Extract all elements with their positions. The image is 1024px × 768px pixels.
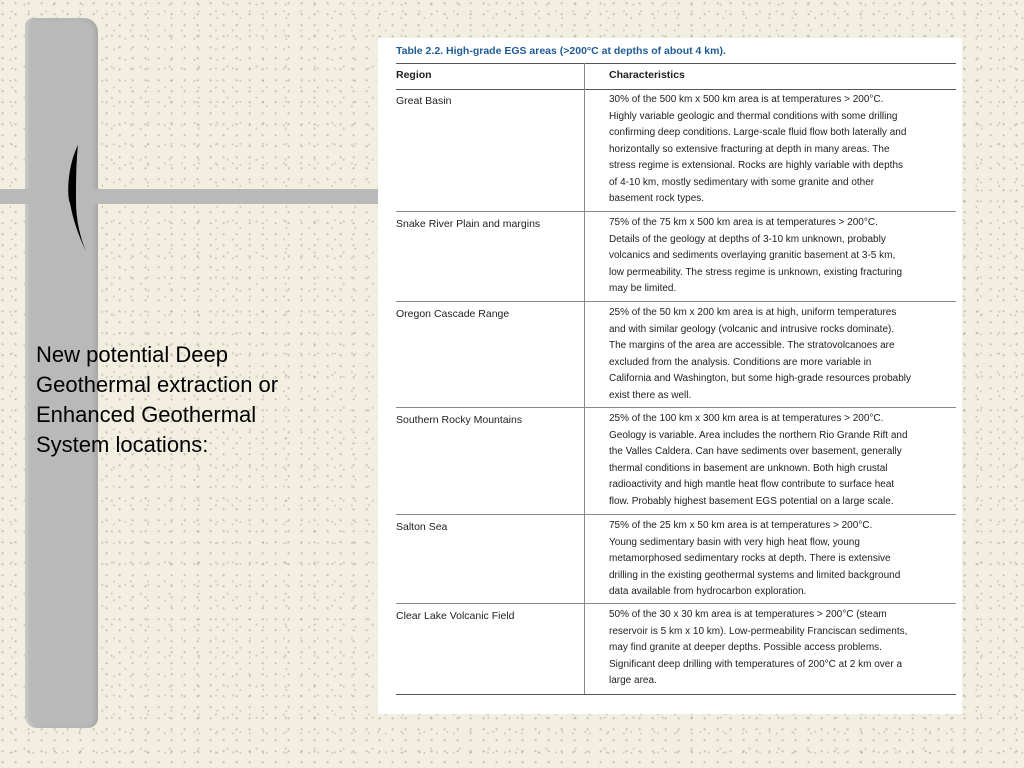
decorative-horizontal-bar — [0, 189, 378, 204]
characteristics-cell: 75% of the 75 km x 500 km area is at temperatures > 200°C. Details of the geology at depths of 3-10 km unknown, probably volcanics and sediments overlaying granitic basement at 3-5 km, low permeability. The stress regime is unknown, existing fracturing may be limited. — [609, 217, 903, 294]
characteristics-cell: 30% of the 500 km x 500 km area is at temperatures > 200°C. Highly variable geologic and thermal conditions with some drilling confirming deep conditions. Large-scale fluid flow both laterally and horizontally so extensive fracturing at depth in many areas. The stress regime is extensional. Rocks are highly variable with depths of 4-10 km, mostly sedimentary with some granite and other basement rock types. — [609, 94, 907, 204]
slide-body-text — [36, 340, 356, 460]
table-row — [396, 407, 956, 515]
region-cell: Salton Sea — [396, 521, 448, 533]
table-row — [396, 88, 956, 212]
characteristics-cell: 25% of the 100 km x 300 km area is at temperatures > 200°C. Geology is variable. Area includes the northern Rio Grande Rift and the Valles Caldera. Can have sediments over basement, generally thermal conditions in basement are unknown. Both high crustal radioactivity and high mantle heat flow contribute to surface heat flow. Probably highest basement EGS potential on a large scale. — [609, 413, 908, 507]
region-cell: Oregon Cascade Range — [396, 308, 510, 320]
body-text-line: System locations: — [36, 432, 209, 457]
header-characteristics: Characteristics — [609, 69, 685, 81]
table-image — [378, 38, 962, 714]
table-row — [396, 603, 956, 695]
table-row — [396, 301, 956, 408]
table-header — [396, 63, 956, 90]
characteristics-cell: 75% of the 25 km x 50 km area is at temperatures > 200°C. Young sedimentary basin with very high heat flow, young metamorphosed sedimentary rocks at depth. There is extensive drilling in the existing geothermal systems and limited background data available from hydrocarbon exploration. — [609, 520, 901, 597]
characteristics-cell: 25% of the 50 km x 200 km area is at high, uniform temperatures and with similar geology (volcanic and intrusive rocks dominate). The margins of the area are accessible. The stratovolcanoes are excluded from the analysis. Conditions are more variable in California and Washington, but some high-grade resources probably exist there as well. — [609, 307, 912, 401]
table-row — [396, 211, 956, 302]
region-cell: Southern Rocky Mountains — [396, 414, 523, 426]
region-cell: Great Basin — [396, 95, 452, 107]
region-cell: Snake River Plain and margins — [396, 218, 541, 230]
body-text-line: Enhanced Geothermal — [36, 402, 257, 427]
region-cell: Clear Lake Volcanic Field — [396, 610, 515, 622]
body-text-line: Geothermal extraction or — [36, 372, 279, 397]
body-text-line: New potential Deep — [36, 342, 229, 367]
table-row — [396, 514, 956, 604]
bracket-icon — [64, 145, 88, 251]
header-region: Region — [396, 69, 432, 81]
characteristics-cell: 50% of the 30 x 30 km area is at temperatures > 200°C (steam reservoir is 5 km x 10 km). Low-permeability Franciscan sediments, may find granite at deeper depths. Possible access problems. Significant deep drilling with temperatures of 200°C at 2 km over a large area. — [609, 609, 908, 686]
table-caption: Table 2.2. High-grade EGS areas (>200°C at depths of about 4 km). — [396, 45, 726, 57]
